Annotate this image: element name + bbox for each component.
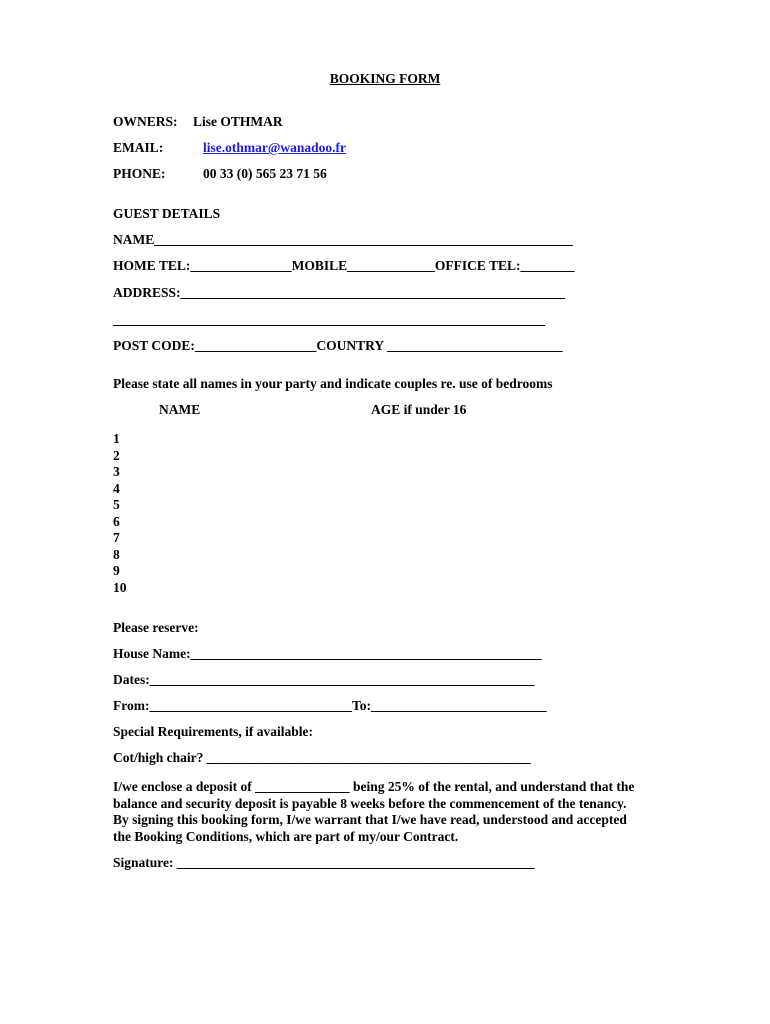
party-row-number: 7 (113, 530, 120, 545)
from-to-field[interactable]: From:______________________________To:__________________________ (113, 698, 547, 713)
party-col-name: NAME (159, 402, 201, 417)
email-label: EMAIL: (113, 140, 164, 155)
house-name-field[interactable]: House Name:____________________________________________________ (113, 646, 542, 661)
party-row-number: 9 (113, 563, 120, 578)
phone-value: 00 33 (0) 565 23 71 56 (203, 166, 327, 181)
party-row-number: 2 (113, 447, 120, 463)
party-row-number: 10 (113, 579, 127, 595)
party-row-number: 5 (113, 497, 120, 512)
party-row-number: 3 (113, 464, 120, 479)
guest-tel-fields[interactable]: HOME TEL:_______________MOBILE_____________OFFICE TEL:________ (113, 258, 575, 273)
guest-address-field[interactable]: ADDRESS:_________________________________________________________ (113, 285, 566, 300)
guest-address-field-2[interactable]: ________________________________________________________________ (113, 312, 545, 327)
deposit-paragraph (113, 779, 673, 845)
email-link[interactable]: lise.othmar@wanadoo.fr (203, 140, 347, 155)
party-row-number: 1 (113, 431, 120, 446)
reserve-heading: Please reserve: (113, 620, 199, 635)
party-instruction: Please state all names in your party and indicate couples re. use of bedrooms (113, 376, 553, 391)
party-col-age: AGE if under 16 (371, 402, 467, 417)
party-row-number: 6 (113, 513, 120, 529)
owners-label: OWNERS: (113, 114, 178, 129)
special-requirements-heading: Special Requirements, if available: (113, 724, 313, 739)
guest-details-heading: GUEST DETAILS (113, 206, 221, 221)
dates-field[interactable]: Dates:_________________________________________________________ (113, 672, 535, 687)
form-title: BOOKING FORM (329, 71, 441, 86)
guest-postcode-country-field[interactable]: POST CODE:__________________COUNTRY __________________________ (113, 338, 563, 353)
owners-value: Lise OTHMAR (193, 114, 283, 129)
cot-high-chair-field[interactable]: Cot/high chair? ________________________________________________ (113, 750, 531, 765)
deposit-line: the Booking Conditions, which are part of my/our Contract. (113, 828, 459, 844)
party-row-number: 8 (113, 546, 120, 562)
party-row-list (113, 431, 127, 596)
deposit-line: balance and security deposit is payable 8 weeks before the commencement of the tenancy. (113, 795, 627, 811)
deposit-line[interactable]: I/we enclose a deposit of ______________ being 25% of the rental, and understand that the (113, 779, 635, 794)
signature-field[interactable]: Signature: _____________________________________________________ (113, 855, 535, 870)
phone-label: PHONE: (113, 166, 166, 181)
guest-name-field[interactable]: NAME______________________________________________________________ (113, 232, 573, 247)
party-row-number: 4 (113, 480, 120, 496)
deposit-line: By signing this booking form, I/we warrant that I/we have read, understood and accepted (113, 812, 627, 827)
